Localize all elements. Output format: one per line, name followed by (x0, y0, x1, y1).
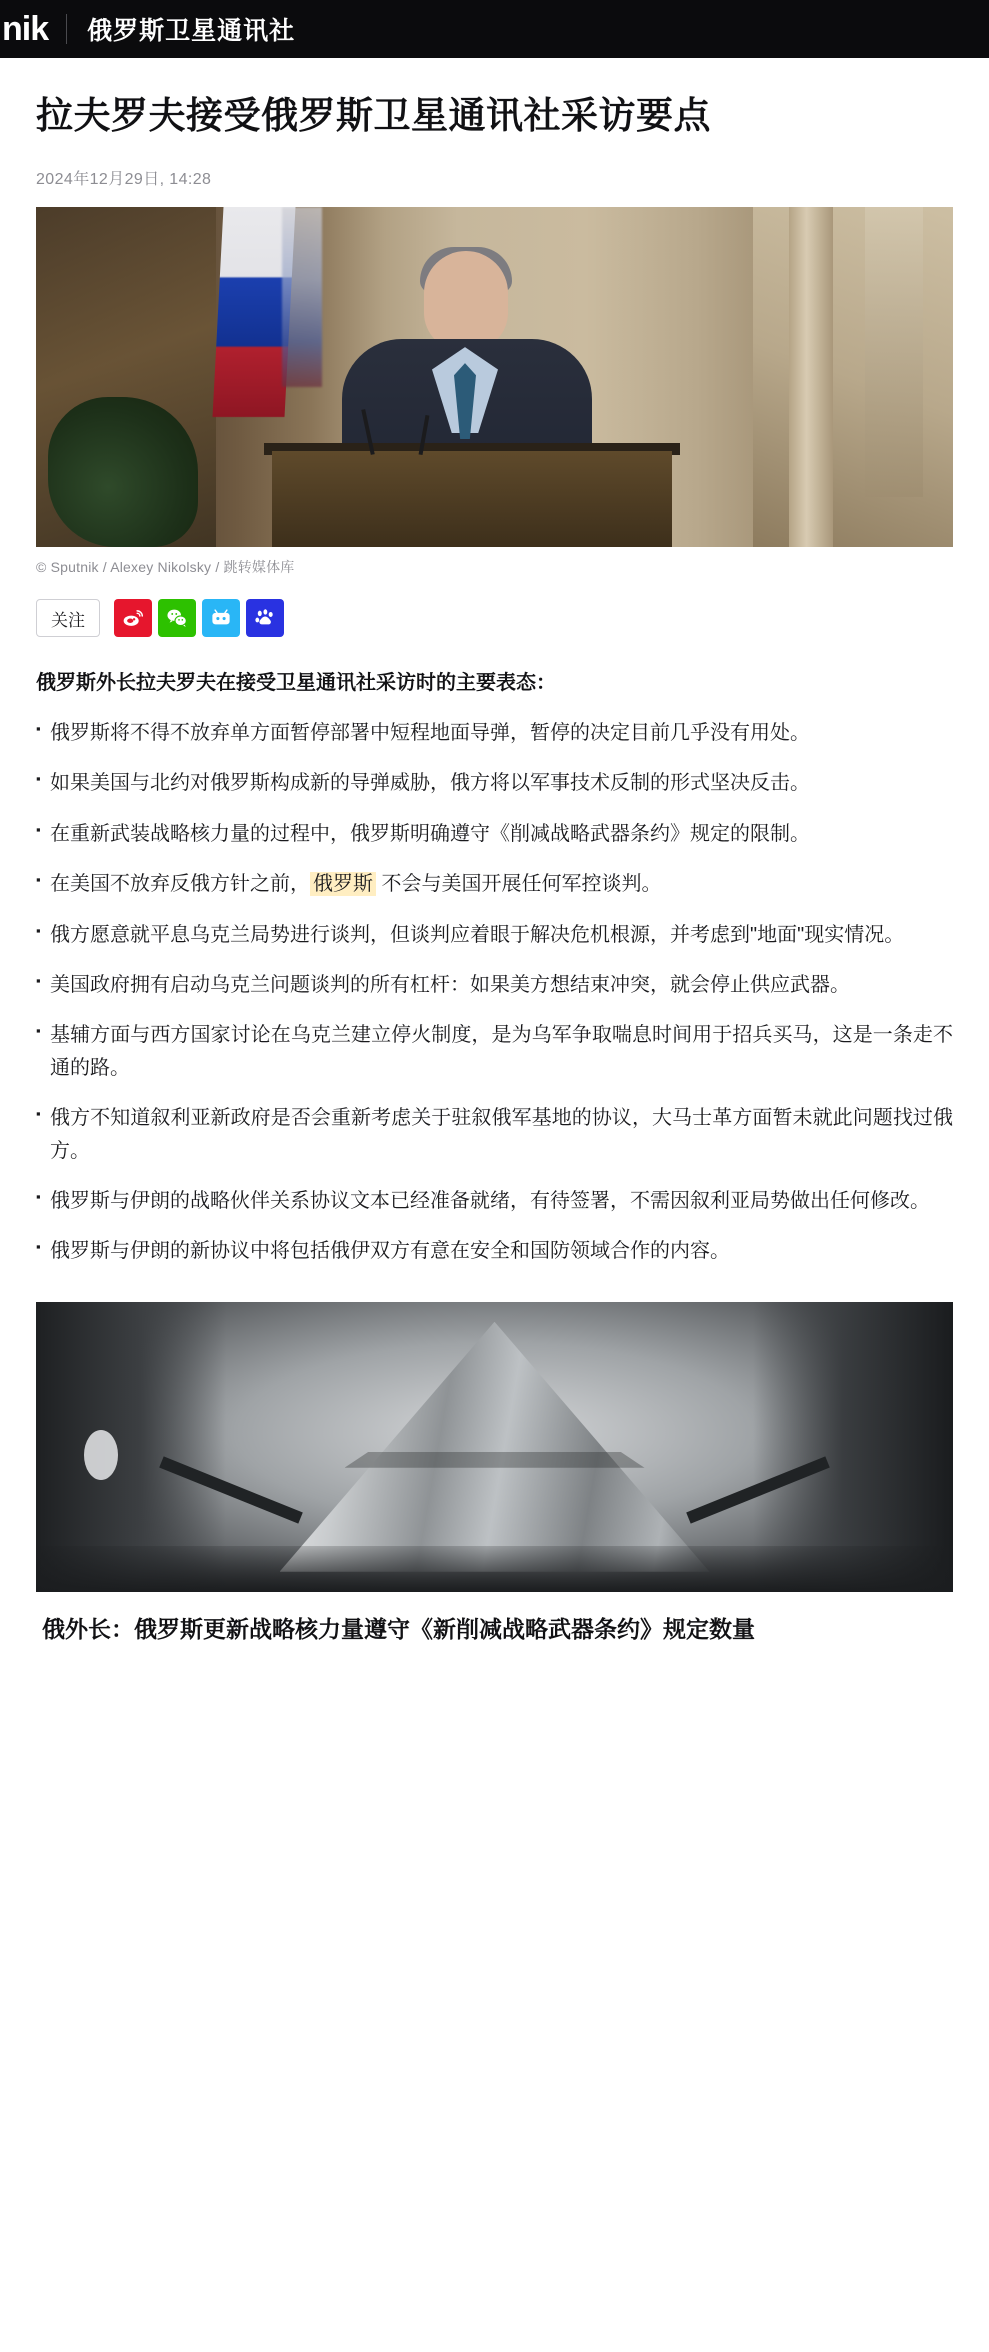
hero-column (789, 207, 833, 547)
silo-port (84, 1430, 118, 1480)
article-timestamp: 2024年12月29日, 14:28 (36, 171, 212, 189)
article-lead: 俄罗斯外长拉夫罗夫在接受卫星通讯社采访时的主要表态： (36, 672, 556, 695)
podium (272, 451, 672, 547)
secondary-flag (282, 207, 322, 387)
hero-image (36, 207, 953, 547)
site-name[interactable]: 俄罗斯卫星通讯社 (87, 17, 296, 45)
site-header (0, 0, 989, 58)
hero-wall-right (753, 207, 953, 547)
page-bottom-spacer (36, 1647, 953, 1687)
image-credit[interactable]: © Sputnik / Alexey Nikolsky / 跳转媒体库 (36, 559, 295, 576)
share-bar (36, 599, 953, 637)
qq-share-icon[interactable] (202, 599, 240, 637)
follow-button[interactable]: 关注 (36, 599, 100, 637)
list-item: ▪ 俄罗斯与伊朗的战略伙伴关系协议文本已经准备就绪，有待签署，不需因叙利亚局势做出任何修改。 (36, 1185, 953, 1217)
list-item: ▪ 在重新武装战略核力量的过程中，俄罗斯明确遵守《削减战略武器条约》规定的限制。 (36, 818, 953, 850)
list-item: ▪ 俄方愿意就平息乌克兰局势进行谈判，但谈判应着眼于解决危机根源，并考虑到"地面"现实情况。 (36, 919, 953, 951)
related-article-image[interactable] (36, 1302, 953, 1592)
list-item: ▪ 俄方不知道叙利亚新政府是否会重新考虑关于驻叙俄军基地的协议，大马士革方面暂未就此问题找过俄方。 (36, 1102, 953, 1167)
list-item: ▪ 美国政府拥有启动乌克兰问题谈判的所有杠杆：如果美方想结束冲突，就会停止供应武器。 (36, 969, 953, 1001)
figure-head (424, 251, 508, 351)
related-article-title[interactable]: 俄外长：俄罗斯更新战略核力量遵守《新削减战略武器条约》规定数量 (42, 1615, 755, 1642)
key-points-list (36, 717, 953, 1268)
list-item: ▪ 基辅方面与西方国家讨论在乌克兰建立停火制度，是为乌军争取喘息时间用于招兵买马，这是一条走不通的路。 (36, 1019, 953, 1084)
highlight-term: 俄罗斯 (310, 872, 376, 896)
wechat-share-icon[interactable] (158, 599, 196, 637)
list-item: ▪ 俄罗斯与伊朗的新协议中将包括俄伊双方有意在安全和国防领域合作的内容。 (36, 1235, 953, 1267)
baidu-share-icon[interactable] (246, 599, 284, 637)
hero-drape (865, 207, 923, 497)
page-title: 拉夫罗夫接受俄罗斯卫星通讯社采访要点 (36, 95, 711, 136)
related-article-card[interactable] (36, 1302, 953, 1648)
missile-cone-ring (345, 1452, 645, 1468)
list-item: ▪ 如果美国与北约对俄罗斯构成新的导弹威胁，俄方将以军事技术反制的形式坚决反击。 (36, 767, 953, 799)
hero-plant (48, 397, 198, 547)
sputnik-logo-icon[interactable]: nik (2, 9, 49, 48)
silo-floor (36, 1546, 953, 1592)
list-item-highlighted: ▪ 在美国不放弃反俄方针之前， 俄罗斯 不会与美国开展任何军控谈判。 (36, 868, 953, 900)
article-page (0, 92, 989, 1687)
list-item: ▪ 俄罗斯将不得不放弃单方面暂停部署中短程地面导弹，暂停的决定目前几乎没有用处。 (36, 717, 953, 749)
header-divider (66, 14, 67, 44)
weibo-share-icon[interactable] (114, 599, 152, 637)
